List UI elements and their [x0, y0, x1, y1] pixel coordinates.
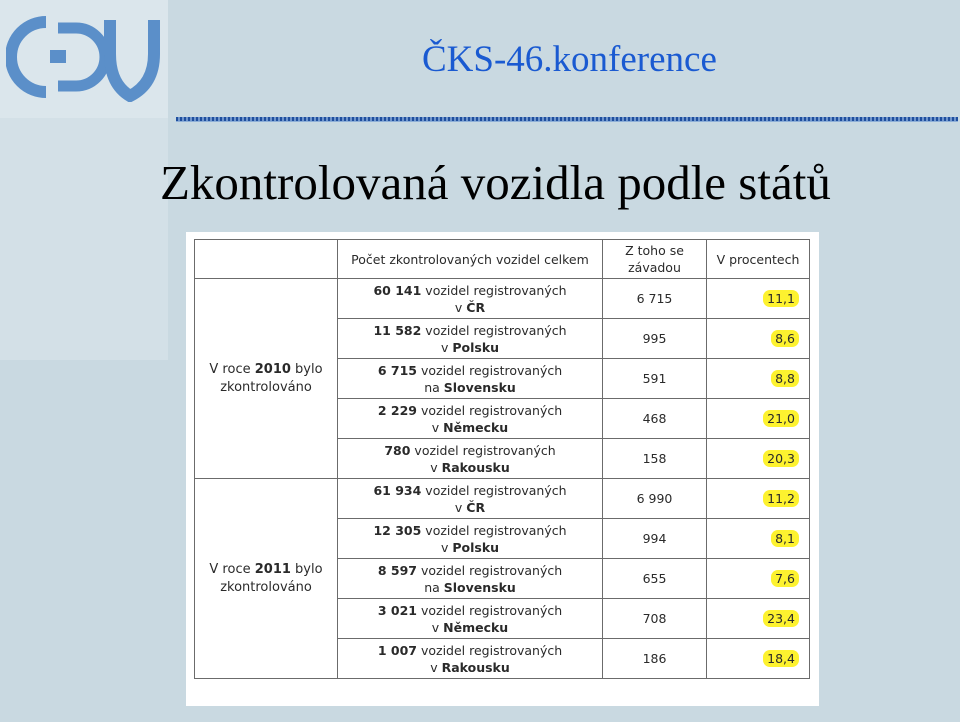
vehicle-country: ČR [466, 299, 486, 315]
percent-cell [707, 639, 810, 679]
vehicle-description [338, 319, 603, 359]
table-header-row [195, 240, 810, 279]
defects-value: 655 [642, 571, 667, 586]
header-rule-thin [176, 121, 958, 122]
vehicles-table [194, 239, 810, 679]
vehicle-text: vozidel registrovaných [416, 562, 563, 578]
vehicle-text: vozidel registrovaných [421, 282, 567, 298]
defects-value: 468 [642, 411, 667, 426]
percent-badge: 21,0 [763, 410, 799, 427]
defects-value: 186 [642, 651, 667, 666]
group-label-line2: zkontrolováno [220, 379, 312, 395]
col-header-percent: V procentech [707, 240, 810, 279]
vehicle-description [338, 399, 603, 439]
defects-value: 158 [642, 451, 667, 466]
vehicle-text: vozidel registrovaných [416, 362, 563, 378]
vehicle-prep: v [431, 419, 444, 435]
defects-value: 6 715 [636, 291, 673, 306]
vehicle-country: Německu [443, 619, 509, 635]
group-label-post: bylo [290, 561, 323, 577]
vehicle-prep: v [440, 539, 453, 555]
group-year: 2011 [254, 561, 291, 577]
group-year: 2010 [254, 361, 291, 377]
defects-cell [603, 359, 707, 399]
percent-cell [707, 559, 810, 599]
page-title: Zkontrolovaná vozidla podle států [160, 155, 831, 210]
vehicle-prep: v [430, 459, 442, 475]
percent-badge: 7,6 [771, 570, 799, 587]
vehicle-text: vozidel registrovaných [421, 522, 567, 538]
vehicle-country: Rakousku [441, 659, 510, 675]
percent-cell [707, 319, 810, 359]
percent-badge: 8,1 [771, 530, 799, 547]
vehicle-country: ČR [466, 499, 486, 515]
group-label-pre: V roce [209, 361, 255, 377]
vehicle-count: 8 597 [377, 562, 417, 578]
vehicle-country: Slovensku [443, 579, 516, 595]
vehicle-count: 6 715 [377, 362, 417, 378]
vehicle-text: vozidel registrovaných [421, 482, 567, 498]
group-label-pre: V roce [209, 561, 255, 577]
defects-value: 995 [642, 331, 667, 346]
percent-badge: 18,4 [763, 650, 799, 667]
vehicle-description [338, 279, 603, 319]
vehicle-prep: v [431, 619, 444, 635]
group-label-line2: zkontrolováno [220, 579, 312, 595]
vehicle-description [338, 559, 603, 599]
table-image [186, 232, 819, 706]
vehicle-prep: na [424, 579, 444, 595]
vehicle-text: vozidel registrovaných [421, 322, 567, 338]
vehicle-description [338, 599, 603, 639]
conference-title: ČKS-46.konference [422, 39, 717, 80]
defects-cell [603, 319, 707, 359]
percent-cell [707, 479, 810, 519]
col-header-total: Počet zkontrolovaných vozidel celkem [338, 240, 603, 279]
defects-cell [603, 639, 707, 679]
percent-cell [707, 399, 810, 439]
vehicle-country: Polsku [452, 539, 500, 555]
vehicle-country: Polsku [452, 339, 500, 355]
percent-badge: 8,6 [771, 330, 799, 347]
percent-badge: 23,4 [763, 610, 799, 627]
percent-badge: 20,3 [763, 450, 799, 467]
vehicle-description [338, 479, 603, 519]
percent-badge: 11,2 [763, 490, 799, 507]
percent-cell [707, 599, 810, 639]
table-row [195, 479, 810, 519]
cdv-logo-icon [6, 14, 162, 102]
vehicle-description [338, 639, 603, 679]
vehicle-country: Německu [443, 419, 509, 435]
defects-value: 591 [642, 371, 667, 386]
col-header-defects [603, 240, 707, 279]
vehicle-prep: v [440, 339, 453, 355]
defects-cell [603, 479, 707, 519]
vehicle-count: 3 021 [377, 602, 417, 618]
vehicle-count: 1 007 [377, 642, 417, 658]
percent-badge: 8,8 [771, 370, 799, 387]
group-label [195, 279, 338, 479]
vehicle-country: Rakousku [441, 459, 510, 475]
group-label [195, 479, 338, 679]
defects-cell [603, 599, 707, 639]
defects-value: 994 [642, 531, 667, 546]
col-header-defects-label: Z toho se závadou [625, 243, 684, 275]
vehicle-text: vozidel registrovaných [416, 602, 563, 618]
vehicle-prep: v [454, 499, 467, 515]
vehicle-prep: na [424, 379, 444, 395]
vehicle-count: 61 934 [373, 482, 422, 498]
defects-cell [603, 519, 707, 559]
percent-cell [707, 359, 810, 399]
vehicle-text: vozidel registrovaných [410, 442, 556, 458]
vehicle-text: vozidel registrovaných [416, 642, 563, 658]
percent-cell [707, 439, 810, 479]
vehicle-country: Slovensku [443, 379, 516, 395]
logo [0, 0, 168, 118]
group-label-post: bylo [290, 361, 323, 377]
defects-value: 708 [642, 611, 667, 626]
table-row [195, 279, 810, 319]
vehicle-count: 780 [384, 442, 411, 458]
defects-cell [603, 439, 707, 479]
vehicle-prep: v [454, 299, 467, 315]
percent-cell [707, 279, 810, 319]
vehicle-description [338, 359, 603, 399]
vehicle-description [338, 519, 603, 559]
vehicle-count: 12 305 [373, 522, 422, 538]
percent-badge: 11,1 [763, 290, 799, 307]
vehicle-prep: v [430, 659, 442, 675]
vehicle-text: vozidel registrovaných [416, 402, 563, 418]
col-header-group [195, 240, 338, 279]
vehicle-count: 2 229 [377, 402, 417, 418]
defects-value: 6 990 [636, 491, 673, 506]
defects-cell [603, 279, 707, 319]
defects-cell [603, 399, 707, 439]
defects-cell [603, 559, 707, 599]
percent-cell [707, 519, 810, 559]
vehicle-count: 11 582 [373, 322, 422, 338]
vehicle-count: 60 141 [373, 282, 422, 298]
vehicle-description [338, 439, 603, 479]
